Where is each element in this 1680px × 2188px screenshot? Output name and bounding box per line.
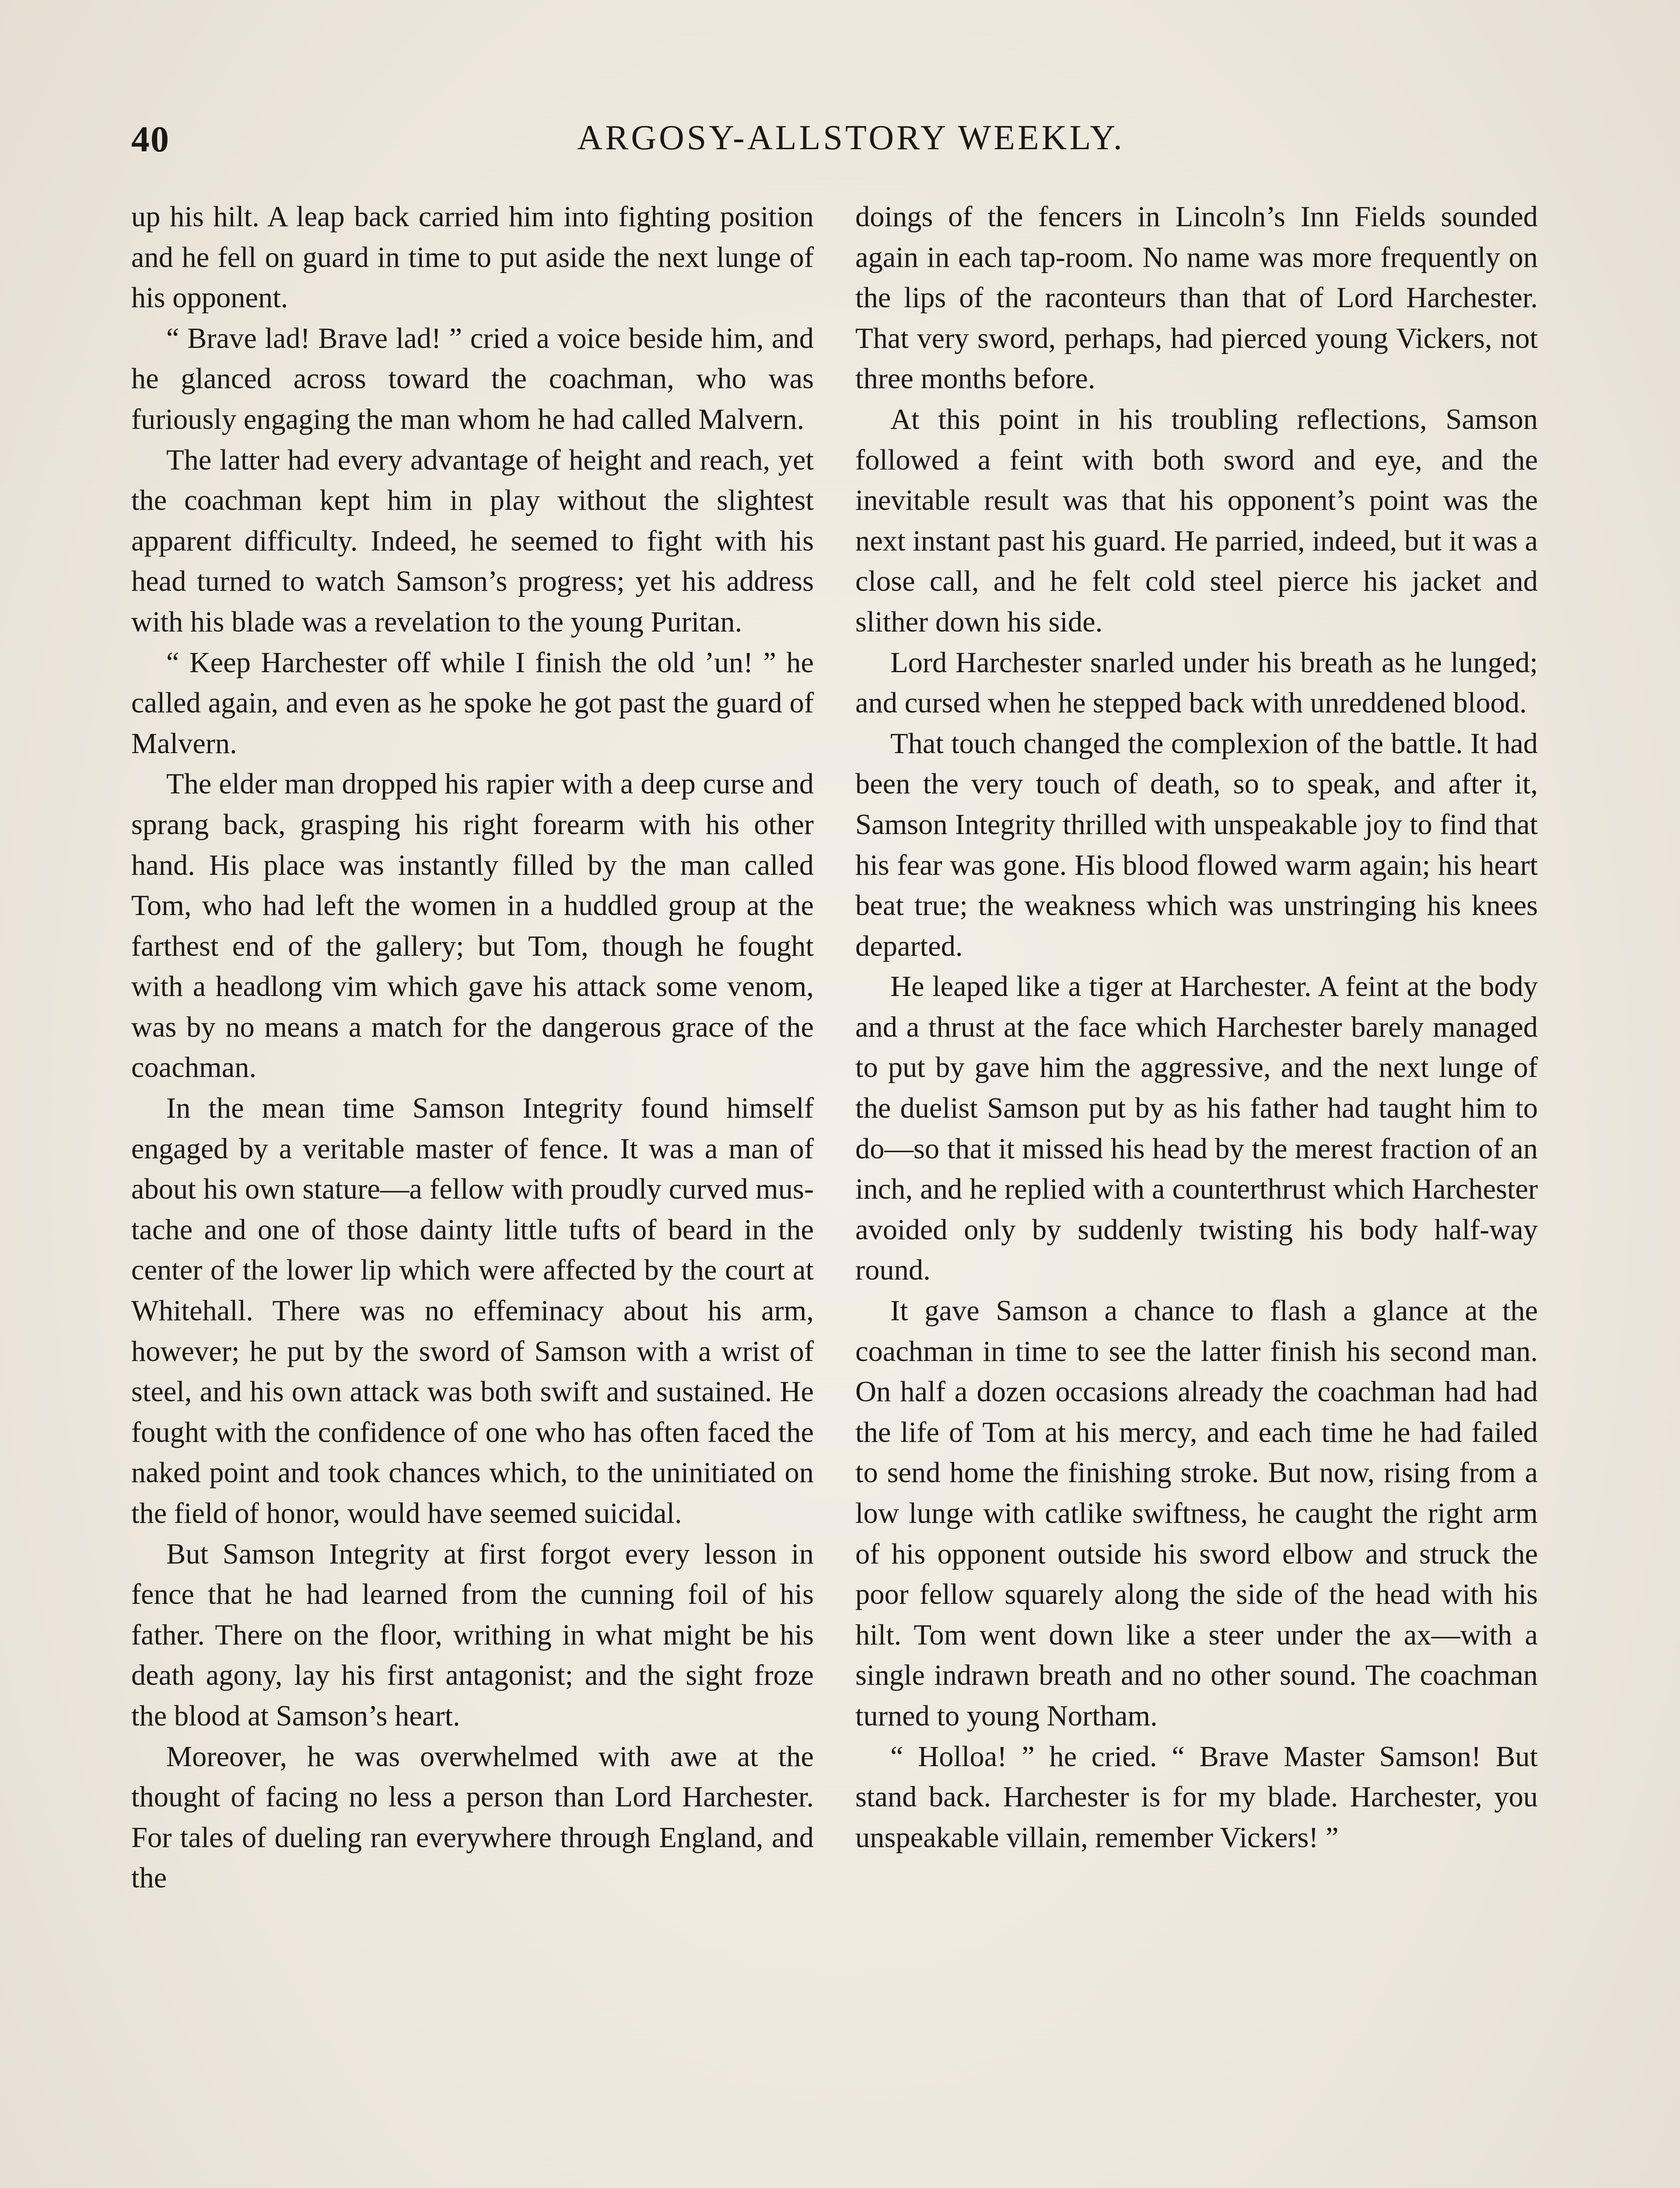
paragraph: up his hilt. A leap back carried him into fighting position and he fell on guard in time to put aside the next lunge of his opponent.: [131, 201, 814, 314]
page-number: 40: [131, 119, 170, 160]
paragraph: Moreover, he was overwhelmed with awe at the thought of facing no less a person than Lord Harchester. For tales of dueling ran everywhere through England, and the: [131, 1740, 814, 1894]
running-title: ARGOSY-ALLSTORY WEEKLY.: [577, 119, 1125, 157]
left-column: [131, 197, 814, 1899]
paragraph: “ Holloa! ” he cried. “ Brave Master Samson! But stand back. Harchester is for my blade. Harchester, you unspeakable villain, remember Vickers! ”: [855, 1740, 1538, 1854]
paragraph: “ Brave lad! Brave lad! ” cried a voice beside him, and he glanced across toward the coachman, who was furiously engaging the man whom he had called Malvern.: [131, 322, 814, 435]
paragraph: doings of the fencers in Lincoln’s Inn Fields sounded again in each tap-room. No name was more frequently on the lips of the raconteurs than that of Lord Harchester. That very sword, perhaps, had pierced young Vickers, not three months before.: [855, 201, 1538, 395]
paragraph: But Samson Integrity at first forgot every lesson in fence that he had learned from the cunning foil of his father. There on the floor, writhing in what might be his death agony, lay his first antagonist; and the sight froze the blood at Samson’s heart.: [131, 1538, 814, 1732]
paragraph: In the mean time Samson Integrity found himself engaged by a veritable master of fence. It was a man of about his own stature—a fellow with proudly curved mustache and one of those dainty little tufts of beard in the center of the lower lip which were affected by the court at Whitehall. There was no effeminacy about his arm, however; he put by the sword of Samson with a wrist of steel, and his own attack was both swift and sustained. He fought with the confidence of one who has often faced the naked point and took chances which, to the uninitiated on the field of honor, would have seemed suicidal.: [131, 1092, 814, 1529]
paragraph: Lord Harchester snarled under his breath as he lunged; and cursed when he stepped back with unreddened blood.: [855, 646, 1538, 719]
paragraph: At this point in his troubling reflections, Samson followed a feint with both sword and eye, and the inevitable result was that his opponent’s point was the next instant past his guard. He parried, indeed, but it was a close call, and he felt cold steel pierce his jacket and slither down his side.: [855, 403, 1538, 638]
paragraph: The latter had every advantage of height and reach, yet the coachman kept him in play without the slightest apparent difficulty. Indeed, he seemed to fight with his head turned to watch Samson’s progress; yet his address with his blade was a revelation to the young Puritan.: [131, 444, 814, 638]
page-header: [131, 118, 1571, 184]
paragraph: It gave Samson a chance to flash a glance at the coachman in time to see the latter finish his second man. On half a dozen occasions already the coachman had had the life of Tom at his mercy, and each time he had failed to send home the finishing stroke. But now, rising from a low lunge with catlike swiftness, he caught the right arm of his opponent outside his sword elbow and struck the poor fellow squarely along the side of the head with his hilt. Tom went down like a steer under the ax—with a single indrawn breath and no other sound. The coachman turned to young Northam.: [855, 1295, 1538, 1732]
right-column: [855, 197, 1538, 1858]
paragraph: He leaped like a tiger at Harchester. A feint at the body and a thrust at the face which Harchester barely managed to put by gave him the aggressive, and the next lunge of the duelist Samson put by as his father had taught him to do—so that it missed his head by the merest fraction of an inch, and he replied with a counterthrust which Harchester avoided only by suddenly twisting his body half-way round.: [855, 971, 1538, 1287]
paragraph: That touch changed the complexion of the battle. It had been the very touch of death, so to speak, and after it, Samson Integrity thrilled with unspeakable joy to find that his fear was gone. His blood flowed warm again; his heart beat true; the weakness which was unstringing his knees departed.: [855, 727, 1538, 962]
paragraph: “ Keep Harchester off while I finish the old ’un! ” he called again, and even as he spoke he got past the guard of Malvern.: [131, 646, 814, 760]
paragraph: The elder man dropped his rapier with a deep curse and sprang back, grasping his right forearm with his other hand. His place was instantly filled by the man called Tom, who had left the women in a huddled group at the farthest end of the gallery; but Tom, though he fought with a headlong vim which gave his attack some venom, was by no means a match for the dangerous grace of the coachman.: [131, 768, 814, 1084]
